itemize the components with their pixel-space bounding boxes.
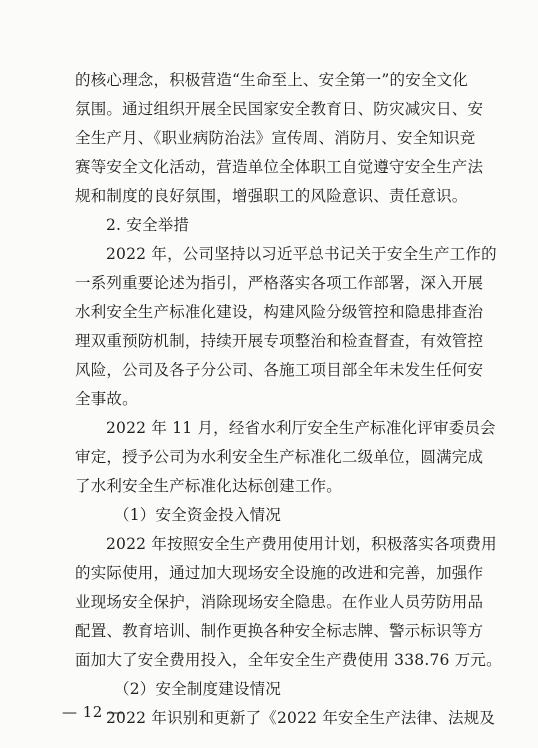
- paragraph-line: 业现场安全保护，消除现场安全隐患。在作业人员劳防用品: [75, 593, 484, 611]
- paragraph-line: 面加大了安全费用投入，全年安全生产费使用 338.76 万元。: [75, 651, 502, 669]
- paragraph-line: 赛等安全文化活动，营造单位全体职工自觉遵守安全生产法: [75, 158, 484, 176]
- paragraph-line: 规和制度的良好氛围，增强职工的风险意识、责任意识。: [75, 187, 468, 205]
- paragraph-line: 一系列重要论述为指引，严格落实各项工作部署，深入开展: [75, 274, 484, 292]
- paragraph-line: 2022 年识别和更新了《2022 年安全生产法律、法规及: [106, 709, 496, 727]
- paragraph-line: 全生产月、《职业病防治法》宣传周、消防月、安全知识竞: [75, 129, 476, 147]
- paragraph-line: 配置、教育培训、制作更换各种安全标志牌、警示标识等方: [75, 622, 484, 640]
- section-heading: 2. 安全举措: [106, 216, 190, 234]
- paragraph-line: 2022 年按照安全生产费用使用计划，积极落实各项费用: [106, 535, 497, 553]
- paragraph-line: 风险，公司及各子分公司、各施工项目部全年未发生任何安: [75, 361, 484, 379]
- paragraph-line: 的核心理念，积极营造“生命至上、安全第一”的安全文化: [75, 71, 469, 89]
- paragraph-line: 理双重预防机制，持续开展专项整治和检查督查，有效管控: [75, 332, 484, 350]
- page-number: — 12 —: [62, 703, 124, 721]
- paragraph-line: 了水利安全生产标准化达标创建工作。: [75, 477, 342, 495]
- paragraph-line: 2022 年 11 月，经省水利厅安全生产标准化评审委员会: [106, 419, 496, 437]
- subsection-heading: （2）安全制度建设情况: [114, 680, 282, 698]
- paragraph-line: 水利安全生产标准化建设，构建风险分级管控和隐患排查治: [75, 303, 484, 321]
- paragraph-line: 氛围。通过组织开展全民国家安全教育日、防灾减灾日、安: [75, 100, 484, 118]
- subsection-heading: （1）安全资金投入情况: [114, 506, 282, 524]
- paragraph-line: 的实际使用，通过加大现场安全设施的改进和完善，加强作: [75, 564, 484, 582]
- paragraph-line: 审定，授予公司为水利安全生产标准化二级单位，圆满完成: [75, 448, 484, 466]
- paragraph-line: 2022 年，公司坚持以习近平总书记关于安全生产工作的: [106, 245, 497, 263]
- paragraph-line: 全事故。: [75, 390, 138, 408]
